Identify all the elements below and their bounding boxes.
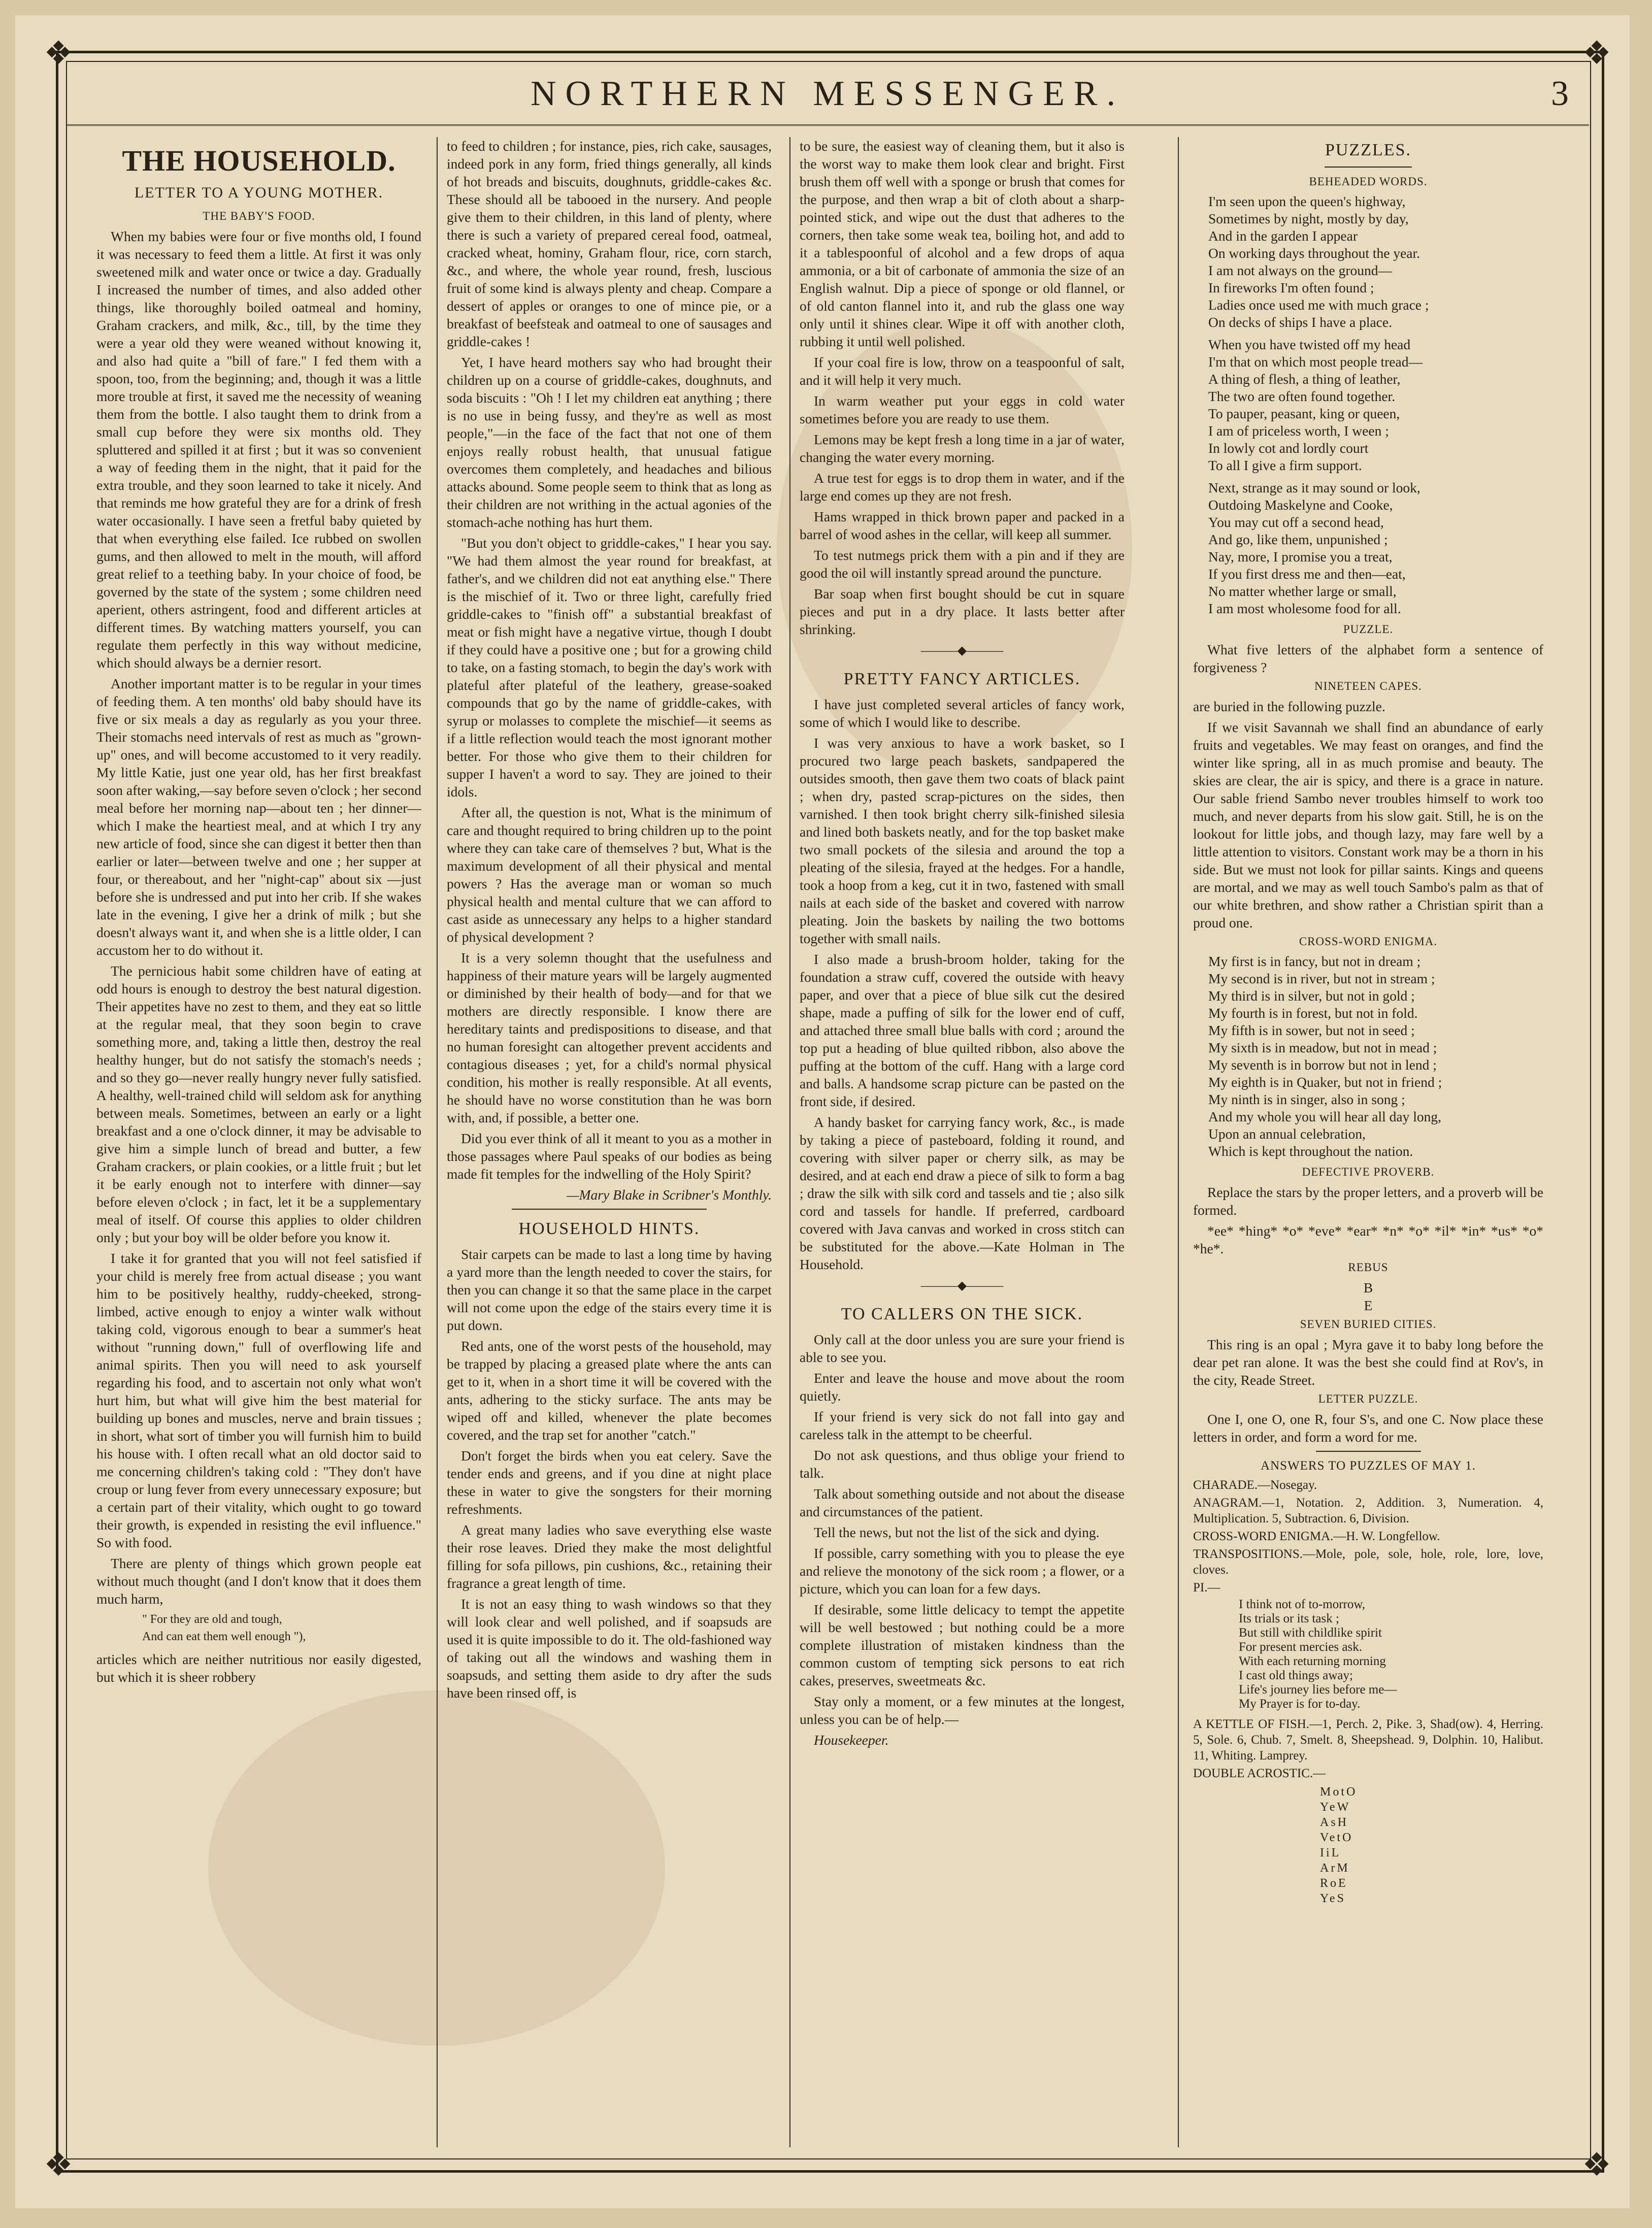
puzzle-title: CROSS-WORD ENIGMA.: [1299, 935, 1438, 948]
paragraph: Talk about something outside and not about the disease and circumstances of the patient.: [800, 1486, 1125, 1519]
page-number: 3: [1551, 74, 1569, 113]
verse-block: [1208, 479, 1543, 617]
verse-line: Next, strange as it may sound or look,: [1208, 480, 1420, 495]
paragraph: When my babies were four or five months old, I found it was necessary to feed them a little. At first it was only sweetened milk and water once or twice a day. Gradually I increased the number of times, and also added other things, like thoroughly boiled oatmeal and hominy, Graham crackers, and milk, &c., till, by the time they were a year old they were weaned without knowing it, and also had quite a "bill of fare." I fed them with a spoon, too, from the beginning; and, though it was a little more trouble at first, it saved me the necessity of weaning them from the bottle. I also taught them to drink from a small cup before they were six months old. They spluttered and spilled it at first ; but it was so convenient a way of feeding them in the night, that it paid for the extra trouble, and they soon learned to take it nicely. And that reminds me how grateful they are for a drink of fresh water occasionally. I have seen a fretful baby quieted by that when everything else failed. Ice rubbed on swollen gums, and then allowed to melt in the mouth, will afford great relief to a teething baby. In your choice of food, be governed by the state of the system ; some children need aperient, others astringent, food and different articles at different times. By watching matters yourself, you can regulate them perfectly in this way without medicine, which should always be a dernier resort.: [96, 228, 421, 671]
corner-ornament: ❖: [44, 35, 73, 71]
paragraph: to be sure, the easiest way of cleaning them, but it also is the worst way to make them look clear and bright. First brush them off well with a sponge or brush that comes for the purpose, and then wrap a bit of cloth about a sharp-pointed stick, and wipe out the dust that adheres to the corners, then take some weak tea, boiling hot, and add to it a tablespoonful of alcohol and a few drops of aqua ammonia, or a bit of carbonate of ammonia the size of an English walnut. Dip a piece of sponge or old flannel, or of old canton flannel into it, and rub the glass one way only until it shines clear. Wipe it off with another cloth, rubbing it until well polished.: [800, 138, 1125, 349]
section-ornament: ———◆———: [920, 1279, 1004, 1292]
verse-line: A thing of flesh, a thing of leather,: [1208, 371, 1401, 387]
paragraph: Stay only a moment, or a few minutes at the longest, unless you can be of help.—: [800, 1693, 1125, 1727]
paragraph: It is a very solemn thought that the usefulness and happiness of their mature years will be largely augmented or diminished by their health of body—and for that we mothers are directly responsible. I know there are hereditary taints and predispositions to disease, and that no human foresight can altogether prevent accidents and contagious diseases ; yet, for a child's normal physical condition, his mother is really responsible. At all events, he should have no worse constitution than he was born with, and, if possible, a better one.: [447, 950, 772, 1125]
verse-line: No matter whether large or small,: [1208, 583, 1397, 599]
byline: —Mary Blake in Scribner's Monthly.: [567, 1187, 772, 1203]
paragraph: Lemons may be kept fresh a long time in a jar of water, changing the water every morning.: [800, 431, 1125, 465]
verse-line: Which is kept throughout the nation.: [1208, 1143, 1413, 1159]
corner-ornament: ❖: [44, 2147, 73, 2183]
answer-item: TRANSPOSITIONS.—Mole, pole, sole, hole, role, lore, love, cloves.: [1193, 1547, 1543, 1577]
paragraph: Replace the stars by the proper letters, and a proverb will be formed.: [1193, 1184, 1543, 1218]
article-title: LETTER TO A YOUNG MOTHER.: [134, 184, 384, 201]
verse-line: The two are often found together.: [1208, 388, 1396, 404]
newspaper-title: NORTHERN MESSENGER.: [530, 74, 1125, 113]
verse-line: My Prayer is for to-day.: [1239, 1697, 1361, 1711]
acrostic-line: VetO: [1320, 1831, 1353, 1844]
verse-line: My fifth is in sower, but not in seed ;: [1208, 1022, 1415, 1038]
paragraph: It is not an easy thing to wash windows so that they will look clear and well polished, and if soapsuds are used it is quite impossible to do it. The old-fashioned way of taking out all the windows and washing them in soapsuds, and setting them aside to dry after the suds have been rinsed off, is: [447, 1596, 772, 1701]
verse-line: And go, like them, unpunished ;: [1208, 531, 1388, 547]
puzzle-title: BEHEADED WORDS.: [1309, 175, 1428, 188]
paragraph: To test nutmegs prick them with a pin and if they are good the oil will instantly spread around the puncture.: [800, 547, 1125, 581]
section-rule: [512, 1209, 707, 1210]
acrostic-line: ArM: [1320, 1861, 1350, 1875]
paragraph: In warm weather put your eggs in cold water sometimes before you are ready to use them.: [800, 393, 1125, 426]
column-3: [800, 137, 1125, 2147]
section-rule: [1325, 167, 1412, 168]
verse-line: I am of priceless worth, I ween ;: [1208, 423, 1389, 439]
verse-line: I'm seen upon the queen's highway,: [1208, 193, 1406, 209]
column-divider: [1178, 137, 1179, 2147]
masthead: [66, 66, 1589, 122]
paragraph: are buried in the following puzzle.: [1193, 699, 1385, 714]
verse-line: On decks of ships I have a place.: [1208, 314, 1392, 330]
puzzle-title: DEFECTIVE PROVERB.: [1302, 1166, 1435, 1178]
section-title: PRETTY FANCY ARTICLES.: [843, 670, 1081, 688]
article-subtitle: THE BABY'S FOOD.: [203, 210, 315, 222]
verse-line: And can eat them well enough "),: [142, 1630, 306, 1643]
verse-line: Upon an annual celebration,: [1208, 1126, 1366, 1142]
answer-item: PI.—: [1193, 1581, 1220, 1594]
column-4-puzzles: [1193, 137, 1543, 2147]
verse-line: I am most wholesome food for all.: [1208, 601, 1401, 616]
acrostic-line: RoE: [1320, 1877, 1348, 1890]
paragraph: A great many ladies who save everything else waste their rose leaves. Dried they make the most delightful filling for sofa pillows, pin cushions, &c., retaining their fragrance a great length of time.: [447, 1522, 772, 1591]
acrostic-answer: [1320, 1784, 1543, 1906]
paragraph: Don't forget the birds when you eat celery. Save the tender ends and greens, and if you dine at night place these in water to give the songsters for their morning refreshments.: [447, 1448, 772, 1517]
corner-ornament: ❖: [1582, 2147, 1611, 2183]
verse-line: My eighth is in Quaker, but not in friend ;: [1208, 1074, 1442, 1090]
paragraph: There are plenty of things which grown people eat without much thought (and I don't know that it does them much harm,: [96, 1555, 421, 1607]
paragraph: This ring is an opal ; Myra gave it to baby long before the dear pet ran alone. It was the best she could find at Rov's, in the city, Reade Street.: [1193, 1337, 1543, 1388]
paragraph: Bar soap when first bought should be cut in square pieces and put in a dry place. It lasts better after shrinking.: [800, 586, 1125, 637]
verse-line: To all I give a firm support.: [1208, 457, 1362, 473]
verse-line: But still with childlike spirit: [1239, 1626, 1382, 1640]
section-title: HOUSEHOLD HINTS.: [518, 1219, 700, 1238]
verse-line: My seventh is in borrow but not in lend ;: [1208, 1057, 1437, 1073]
paragraph: What five letters of the alphabet form a sentence of forgiveness ?: [1193, 642, 1543, 675]
verse-line: " For they are old and tough,: [142, 1613, 282, 1626]
acrostic-line: IiL: [1320, 1846, 1341, 1859]
paragraph: Yet, I have heard mothers say who had brought their children up on a course of griddle-cakes, doughnuts, and soda biscuits : "Oh ! I let my children eat anything ; there is no use in being fussy, and they're as well as most people,"—in the face of the fact that not one of them enjoys really robust health, that unusual fatigue overcomes them completely, and headaches and bilious attacks abound. Some people seem to think that as long as their children are not writhing in the actual agonies of the stomach-ache nothing has hurt them.: [447, 354, 772, 530]
acrostic-line: MotO: [1320, 1785, 1358, 1799]
acrostic-line: AsH: [1320, 1816, 1349, 1829]
verse-line: Its trials or its task ;: [1239, 1612, 1339, 1625]
verse-line: To pauper, peasant, king or queen,: [1208, 406, 1400, 421]
answer-item: ANAGRAM.—1, Notation. 2, Addition. 3, Numeration. 4, Multiplication. 5, Subtraction. 6, Division.: [1193, 1496, 1543, 1525]
verse-line: In lowly cot and lordly court: [1208, 440, 1369, 456]
paragraph: "But you don't object to griddle-cakes," I hear you say. "We had them almost the year round for breakfast, at father's, and we children did not eat anything else." There is the mischief of it. Two or three light, carefully fried griddle-cakes to "finish off" a substantial breakfast of meat or fish might have a negative virtue, though I doubt if they could have a positive one ; but for a growing child to take, on a fasting stomach, to begin the day's work with plateful after plateful of the leathery, grease-soaked compounds that go by the name of griddle-cakes, with syrup or molasses to complete the mischief—it seems as if a little reflection would teach the most ignorant mother better. For those who give them to their children for supper I haven't a word to say. They are joined to their idols.: [447, 535, 772, 800]
paragraph: I take it for granted that you will not feel satisfied if your child is merely free from actual disease ; you want him to be positively healthy, ruddy-cheeked, strong-limbed, active enough to enjoy a winter walk without taking cold, vigorous enough to bear a summer's heat without "running down," full of overflowing life and animal spirits. Then you will need to ask yourself regarding his food, and to ascertain not only what won't hurt him, but what will give him the best material for building up bones and muscles, nerve and brain tissues ; in short, what sort of timber you will furnish him to build his house with. I often recall what an old doctor said to me concerning children's taking cold : "They don't have croup or lung fever from every unnecessary exposure; but a certain part of their vitality, which ought to go toward their growth, is expended in resisting the evil influence." So with food.: [96, 1250, 421, 1550]
verse-line: And in the garden I appear: [1208, 228, 1358, 244]
column-1: [96, 137, 421, 2147]
verse-line: And my whole you will hear all day long,: [1208, 1109, 1442, 1124]
puzzle-title: LETTER PUZZLE.: [1318, 1392, 1418, 1405]
paragraph: Red ants, one of the worst pests of the household, may be trapped by placing a greased plate where the ants can get to it, when in a short time it will be covered with the ants, adhering to the sticky surface. The ants may be wiped off and killed, whenever the plate becomes covered, and the trap set for another "catch.": [447, 1338, 772, 1443]
paragraph: articles which are neither nutritious nor easily digested, but which it is sheer robbery: [96, 1651, 421, 1685]
verse-line: Ladies once used me with much grace ;: [1208, 297, 1429, 313]
paragraph: If your coal fire is low, throw on a teaspoonful of salt, and it will help it very much.: [800, 354, 1125, 388]
verse-line: My second is in river, but not in stream ;: [1208, 971, 1435, 986]
verse-line: I cast old things away;: [1239, 1669, 1353, 1682]
verse-line: If you first dress me and then—eat,: [1208, 566, 1406, 582]
verse-line: I am not always on the ground—: [1208, 262, 1393, 278]
paragraph: Enter and leave the house and move about the room quietly.: [800, 1370, 1125, 1404]
section-heading: THE HOUSEHOLD.: [122, 144, 396, 177]
verse-line: My third is in silver, but not in gold ;: [1208, 988, 1415, 1004]
answers-block: [1193, 1477, 1543, 1906]
rebus-letter: B: [1363, 1280, 1373, 1295]
verse-line: My first is in fancy, but not in dream ;: [1208, 953, 1421, 969]
column-2: [447, 137, 772, 2147]
verse-line: Nay, more, I promise you a treat,: [1208, 549, 1393, 564]
paragraph: Stair carpets can be made to last a long time by having a yard more than the length needed to cover the stairs, for then you can change it so that the same place in the carpet will not come upon the edge of the stairs every time it is put down.: [447, 1246, 772, 1333]
verse-line: When you have twisted off my head: [1208, 337, 1411, 352]
masthead-rule: [66, 124, 1589, 126]
verse-line: I'm that on which most people tread—: [1208, 354, 1423, 370]
verse-line: In fireworks I'm often found ;: [1208, 280, 1374, 295]
verse-block: [1208, 193, 1543, 331]
paragraph: A handy basket for carrying fancy work, &c., is made by taking a piece of pasteboard, folding it round, and covering with silver paper or cherry silk, as may be desired, and at each end draw a piece of silk to form a bag ; draw the silk with silk cord and tassels and tie ; also silk cord and tassels for handle. If preferred, cardboard covered with Java canvas and worked in cross stitch can be substituted for the above.—Kate Holman in The Household.: [800, 1114, 1125, 1272]
corner-ornament: ❖: [1582, 35, 1611, 71]
verse-line: Outdoing Maskelyne and Cooke,: [1208, 497, 1393, 513]
acrostic-line: YeS: [1320, 1892, 1346, 1905]
paragraph: I have just completed several articles of fancy work, some of which I would like to describe.: [800, 696, 1125, 730]
paragraph: I was very anxious to have a work basket, so I procured two large peach baskets, sandpapered the outsides smooth, then gave them two coats of black paint ; when dry, pasted scrap-pictures on the sides, then varnished. I then took bright cherry silk-finished silesia and lined both baskets neatly, and for the top basket make two small pockets of the silesia and around the top a pleating of the silesia, frayed at the hedges. For a handle, took a hoop from a keg, cut it in two, fastened with small nails at each side of the basket and covered with narrow pleating. Join the baskets by nailing the two bottoms together with small nails.: [800, 735, 1125, 946]
answer-item: DOUBLE ACROSTIC.—: [1193, 1767, 1326, 1780]
rebus-letter: E: [1364, 1298, 1373, 1313]
column-divider: [437, 137, 438, 2147]
newspaper-page: [15, 15, 1630, 2208]
verse-line: For present mercies ask.: [1239, 1640, 1362, 1654]
answers-title: ANSWERS TO PUZZLES OF MAY 1.: [1261, 1459, 1476, 1473]
acrostic-line: YeW: [1320, 1801, 1351, 1814]
puzzle-title: NINETEEN CAPES.: [1314, 680, 1422, 692]
pi-verse: [1239, 1598, 1543, 1711]
verse-block: [1208, 336, 1543, 474]
paragraph: If your friend is very sick do not fall into gay and careless talk in the attempt to be cheerful.: [800, 1409, 1125, 1442]
answer-item: A KETTLE OF FISH.—1, Perch. 2, Pike. 3, Shad(ow). 4, Herring. 5, Sole. 6, Chub. 7, Smelt. 8, Sheepshead. 9, Dolphin. 10, Halibut. 11, Whiting. Lamprey.: [1193, 1717, 1543, 1763]
paragraph: A true test for eggs is to drop them in water, and if the large end comes up they are not fresh.: [800, 470, 1125, 504]
paragraph: Did you ever think of all it meant to you as a mother in those passages where Paul speaks of our bodies as being made fit temples for the indwelling of the Holy Spirit?: [447, 1130, 772, 1182]
verse-line: My sixth is in meadow, but not in mead ;: [1208, 1040, 1437, 1055]
paragraph: One I, one O, one R, four S's, and one C. Now place these letters in order, and form a word for me.: [1193, 1411, 1543, 1445]
section-title: PUZZLES.: [1325, 141, 1411, 159]
proverb-stars: *ee* *hing* *o* *eve* *ear* *n* *o* *il* *in* *us* *o* *he*.: [1193, 1223, 1543, 1256]
paragraph: Do not ask questions, and thus oblige your friend to talk.: [800, 1447, 1125, 1481]
paragraph: Tell the news, but not the list of the sick and dying.: [814, 1524, 1100, 1540]
verse-line: With each returning morning: [1239, 1654, 1386, 1668]
paragraph: Hams wrapped in thick brown paper and packed in a barrel of wood ashes in the cellar, will keep all summer.: [800, 509, 1125, 542]
verse-line: My fourth is in forest, but not in fold.: [1208, 1005, 1418, 1021]
paragraph: I also made a brush-broom holder, taking for the foundation a straw cuff, covered the outside with heavy paper, and over that a piece of blue silk cut the desired shape, made a puffing of silk for the lower end of cuff, and attached three small blue balls with cord ; around the top put a heading of blue quilted ribbon, also above the puffing at the bottom of the cuff. Hang with a large cord and balls. A handsome scrap picture can be pasted on the front side, if desired.: [800, 951, 1125, 1109]
paragraph: If possible, carry something with you to please the eye and relieve the monotony of the sick room ; a flower, or a picture, which you can loan for a few days.: [800, 1545, 1125, 1597]
verse-line: Life's journey lies before me—: [1239, 1683, 1397, 1697]
paragraph: Only call at the door unless you are sure your friend is able to see you.: [800, 1332, 1125, 1365]
verse-line: You may cut off a second head,: [1208, 514, 1384, 530]
paragraph: to feed to children ; for instance, pies, rich cake, sausages, indeed pork in any form, fried things generally, all kinds of hot breads and biscuits, doughnuts, griddle-cakes &c. These should all be tabooed in the nursery. And people give them to their children, in this land of plenty, where there is such a variety of prepared cereal food, oatmeal, cracked wheat, hominy, Graham flour, rice, corn starch, &c., and where, the whole year round, fresh, luscious fruit of some kind is always plenty and cheap. Compare a dessert of apples or oranges to one of mince pie, or a breakfast of beefsteak and oatmeal to one of sausages and griddle-cakes !: [447, 138, 772, 349]
paragraph: After all, the question is not, What is the minimum of care and thought required to bring children up to the point where they can take care of themselves ? but, What is the maximum development of all their physical and mental powers ? Has the average man or woman so much physical health and mental culture that we can afford to cast aside as unnecessary any helps to a higher standard of physical development ?: [447, 805, 772, 945]
paragraph: If desirable, some little delicacy to tempt the appetite will be well bestowed ; but nothing could be a more complete illustration of mistaken kindness than the common custom of tempting sick persons to eat rich cakes, preserves, sweetmeats &c.: [800, 1602, 1125, 1688]
verse-line: Sometimes by night, mostly by day,: [1208, 211, 1409, 226]
section-title: TO CALLERS ON THE SICK.: [841, 1305, 1083, 1323]
verse-line: On working days throughout the year.: [1208, 245, 1420, 261]
answer-item: CROSS-WORD ENIGMA.—H. W. Longfellow.: [1193, 1529, 1440, 1543]
verse-quote: [142, 1611, 421, 1645]
paragraph: If we visit Savannah we shall find an abundance of early fruits and vegetables. We may feast on oranges, and find the winter like spring, all in as much promise and beauty. The skies are clear, the air is spicy, and there is a grace in nature. Our sable friend Sambo never troubles himself to work too much, and never departs from his slow gait. Still, he is on the lookout for little jobs, and though lazy, may fare well by a little attention to visitors. Constant work may be a thorn in his side. But we must not look for pillar saints. Kings and queens are mortal, and we may as well touch Sambo's palm as that of our white brethren, and show rather a Christian spirit than a proud one.: [1193, 719, 1543, 930]
column-divider: [789, 137, 790, 2147]
verse-block: [1208, 953, 1543, 1160]
verse-line: My ninth is in singer, also in song ;: [1208, 1091, 1405, 1107]
paragraph: Another important matter is to be regular in your times of feeding them. A ten months' old baby should have its five or six meals a day as regularly as you your three. Their stomachs need intervals of rest as much as "grown-up" ones, and will become accustomed to it very readily. My little Katie, just one year old, has her first breakfast soon after waking,—say before seven o'clock ; her second meal before her morning nap—about ten ; her dinner—which I make the heartiest meal, and at which I try any new article of food, since she can digest it better then than earlier or later—between twelve and one ; her supper at four, or thereabout, and her "night-cap" about six —just before she is undressed and put into her crib. If she wakes late in the evening, I give her a drink of milk ; but she doesn't always want it, and when she is a little older, I can accustom her to do without it.: [96, 676, 421, 958]
answer-item: CHARADE.—Nosegay.: [1193, 1478, 1317, 1492]
section-rule: [1316, 1451, 1421, 1452]
verse-line: I think not of to-morrow,: [1239, 1598, 1366, 1611]
puzzle-title: SEVEN BURIED CITIES.: [1300, 1318, 1437, 1331]
puzzle-title: REBUS: [1348, 1261, 1389, 1274]
paragraph: The pernicious habit some children have of eating at odd hours is enough to destroy the best natural digestion. Their appetites have no zest to them, and they eat so little at the regular meal, that they soon begin to crave something more, and, taking a little then, destroy the real healthy hunger, but do not satisfy the stomach's needs ; and so they go—never really hungry never fully satisfied. A healthy, well-trained child will seldom ask for anything between meals. Sometimes, between an early or a light breakfast and a one o'clock dinner, it may be advisable to give him a simple lunch of bread and butter, a few Graham crackers, or plain cookies, or a little fruit ; but let it be early enough not to interfere with dinner—say before eleven o'clock ; in fact, let it be a supplementary meal of itself. Of course this applies to older children only ; but your boy will be older before you know it.: [96, 963, 421, 1245]
section-ornament: ———◆———: [920, 644, 1004, 657]
byline: Housekeeper.: [814, 1732, 889, 1748]
puzzle-title: PUZZLE.: [1343, 623, 1394, 636]
